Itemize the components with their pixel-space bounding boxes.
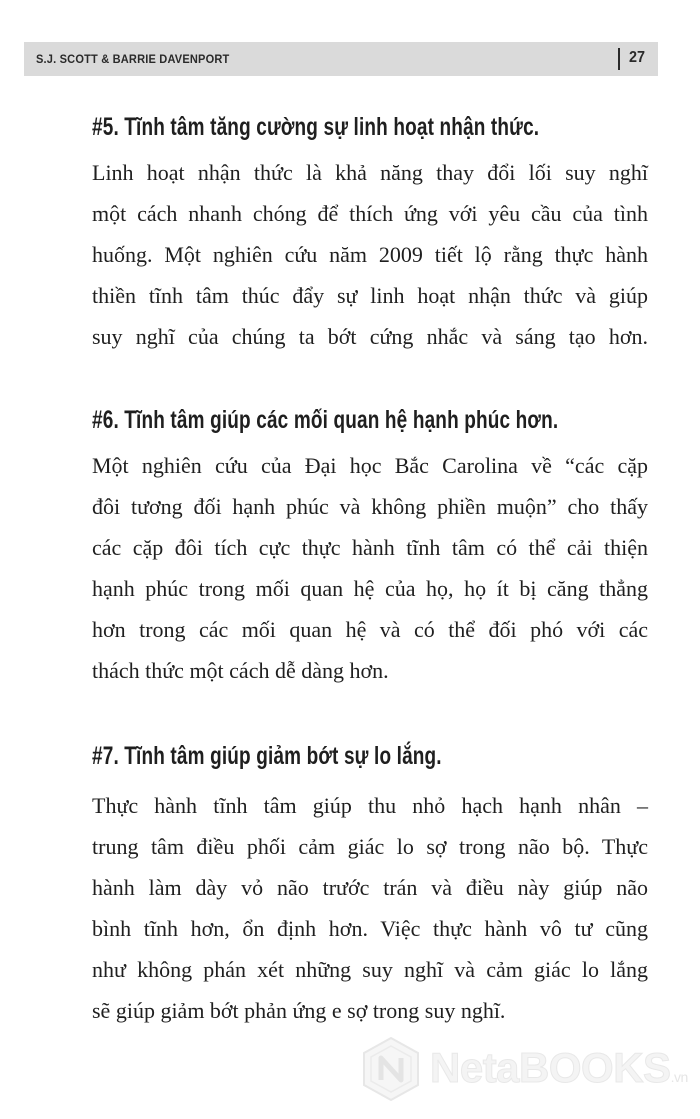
text-line: trung tâm điều phối cảm giác lo sợ trong não bộ. Thực [92, 834, 648, 859]
header-divider [618, 48, 620, 70]
text-line: thách thức một cách dễ dàng hơn. [92, 658, 389, 683]
text-line: Linh hoạt nhận thức là khả năng thay đổi lối suy nghĩ [92, 160, 648, 185]
text-line: đôi tương đối hạnh phúc và không phiền muộn” cho thấy [92, 494, 648, 519]
text-line: như không phán xét những suy nghĩ và cảm giác lo lắng [92, 957, 648, 982]
text-line: Một nghiên cứu của Đại học Bắc Carolina về “các cặp [92, 453, 648, 478]
text-line: hơn trong các mối quan hệ và có thể đối phó với các [92, 617, 648, 642]
section-body-7 [92, 785, 648, 1031]
section-body-5 [92, 152, 648, 357]
text-line: suy nghĩ của chúng ta bớt cứng nhắc và sáng tạo hơn. [92, 324, 648, 349]
section-heading-5: #5. Tĩnh tâm tăng cường sự linh hoạt nhận thức. [92, 113, 540, 141]
section-heading-6: #6. Tĩnh tâm giúp các mối quan hệ hạnh phúc hơn. [92, 406, 559, 434]
page-number: 27 [629, 49, 646, 66]
text-line: Thực hành tĩnh tâm giúp thu nhỏ hạch hạnh nhân – [92, 793, 648, 818]
watermark-brand: NetaBOOKS.vn [430, 1044, 688, 1091]
text-line: huống. Một nghiên cứu năm 2009 tiết lộ rằng thực hành [92, 242, 648, 267]
text-line: thiền tĩnh tâm thúc đẩy sự linh hoạt nhận thức và giúp [92, 283, 648, 308]
text-line: hành làm dày vỏ não trước trán và điều này giúp não [92, 875, 648, 900]
running-header [24, 42, 658, 76]
text-line: một cách nhanh chóng để thích ứng với yêu cầu của tình [92, 201, 648, 226]
section-heading-7: #7. Tĩnh tâm giúp giảm bớt sự lo lắng. [92, 742, 442, 770]
netabooks-logo-icon [360, 1036, 422, 1102]
text-line: các cặp đôi tích cực thực hành tĩnh tâm có thể cải thiện [92, 535, 648, 560]
text-line: bình tĩnh hơn, ổn định hơn. Việc thực hành vô tư cũng [92, 916, 648, 941]
header-authors: S.J. SCOTT & BARRIE DAVENPORT [36, 52, 230, 66]
section-body-6 [92, 445, 648, 691]
text-line: sẽ giúp giảm bớt phản ứng e sợ trong suy nghĩ. [92, 998, 506, 1023]
text-line: hạnh phúc trong mối quan hệ của họ, họ ít bị căng thẳng [92, 576, 648, 601]
watermark [360, 1028, 690, 1108]
